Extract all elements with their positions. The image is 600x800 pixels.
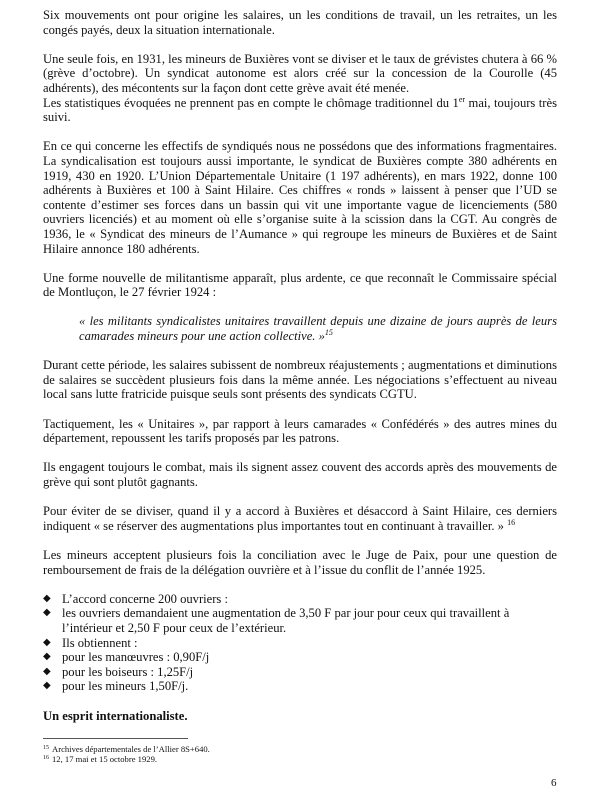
list-item xyxy=(43,592,557,607)
paragraph-saint-hilaire xyxy=(43,504,557,533)
paragraph-division-1931: Une seule fois, en 1931, les mineurs de Buxières vont se diviser et le taux de grévistes chutera à 66 % (grève d’octobre). Un syndicat autonome est alors créé sur la concession de la Courolle (45 adhérents), des mécontents sur la façon dont cette grève avait été menée. xyxy=(43,51,557,95)
footnote-text: 12, 17 mai et 15 octobre 1929. xyxy=(52,754,158,764)
list-item xyxy=(43,665,557,680)
agreement-list xyxy=(43,592,557,694)
page-number: 6 xyxy=(551,777,557,789)
paragraph-combat: Ils engagent toujours le combat, mais ils signent assez couvent des accords après des mouvements de grève qui sont plutôt gagnants. xyxy=(43,460,557,489)
footnote-15 xyxy=(43,744,210,754)
paragraph-conciliation: Les mineurs acceptent plusieurs fois la conciliation avec le Juge de Paix, pour une question de remboursement de frais de la délégation ouvrière et à l’issue du conflit de l’année 1925. xyxy=(43,547,557,577)
footnotes xyxy=(43,744,210,764)
list-item-text: pour les boiseurs : 1,25F/j xyxy=(62,664,194,679)
paragraph-statistics xyxy=(43,96,557,125)
section-heading: Un esprit internationaliste. xyxy=(43,708,188,723)
footnote-number: 16 xyxy=(43,755,49,761)
footnote-text: Archives départementales de l’Allier 8S+640. xyxy=(52,744,210,754)
footnote-16 xyxy=(43,754,210,764)
paragraph-wages: Durant cette période, les salaires subissent de nombreux réajustements ; augmentations et diminutions de salaires se succèdent plusieurs fois dans la même année. Les négociations s’effectuent au niveau local sans lutte fratricide puisque seuls sont présents des syndicats CGTU. xyxy=(43,358,557,402)
diamond-bullet-icon: ◆ xyxy=(43,607,51,619)
statistics-text-end: mai, toujours très suivi. xyxy=(43,95,557,125)
list-item-text: Ils obtiennent : xyxy=(62,635,138,650)
list-item-text: pour les manœuvres : 0,90F/j xyxy=(62,650,210,665)
diamond-bullet-icon: ◆ xyxy=(43,680,51,692)
paragraph-union-membership: En ce qui concerne les effectifs de syndiqués nous ne possédons que des informations fragmentaires. La syndicalisation est toujours aussi importante, le syndicat de Buxières compte 380 adhérents en 1919, 430 en 1920. L’Union Départementale Unitaire (1 197 adhérents), en mars 1922, donne 100 adhérents à Buxières et 100 à Saint Hilaire. Ces chiffres « ronds » laissent à penser que l’UD se contente d’estimer ses forces dans un bassin qui vit une importante vague de licenciements (580 ouvriers licenciés) et au moment où elle s’organise suite à la scission dans la CGT. Au congrès de 1936, le « Syndicat des mineurs de l’Aumance » qui regroupe les mineurs de Buxières et de Saint Hilaire annonce 180 adhérents. xyxy=(43,139,557,256)
diamond-bullet-icon: ◆ xyxy=(43,665,51,677)
saint-hilaire-text: Pour éviter de se diviser, quand il y a accord à Buxières et désaccord à Saint Hilaire, ces derniers indiquent « se réserver des augmentations plus importantes tout en continuant à travailler. » xyxy=(43,504,557,533)
quote-text: « les militants syndicalistes unitaires travaillent depuis une dizaine de jours auprès de leurs camarades mineurs pour une action collective. » xyxy=(79,314,557,344)
diamond-bullet-icon: ◆ xyxy=(43,651,51,663)
ordinal-superscript: er xyxy=(458,94,466,104)
statistics-text-start: Les statistiques évoquées ne prennent pas en compte le chômage traditionnel du 1 xyxy=(43,95,459,110)
list-item xyxy=(43,679,557,694)
list-item xyxy=(43,636,557,651)
paragraph-movements: Six mouvements ont pour origine les salaires, un les conditions de travail, un les retraites, un les congés payés, deux la situation internationale. xyxy=(43,8,557,37)
list-item xyxy=(43,650,557,665)
document-body xyxy=(43,8,557,723)
footnote-separator xyxy=(43,738,188,739)
footnote-ref-15[interactable]: 15 xyxy=(324,328,333,338)
diamond-bullet-icon: ◆ xyxy=(43,592,51,604)
block-quote xyxy=(79,314,557,343)
list-item xyxy=(43,606,557,635)
footnote-number: 15 xyxy=(43,745,49,751)
footnote-ref-16[interactable]: 16 xyxy=(507,517,516,527)
list-item-text: les ouvriers demandaient une augmentation de 3,50 F par jour pour ceux qui travaillent à l’intérieur et 2,50 F pour ceux de l’extérieur. xyxy=(62,606,510,635)
paragraph-tactics: Tactiquement, les « Unitaires », par rapport à leurs camarades « Confédérés » des autres mines du département, repoussent les tarifs proposés par les patrons. xyxy=(43,416,557,446)
diamond-bullet-icon: ◆ xyxy=(43,636,51,648)
list-item-text: L’accord concerne 200 ouvriers : xyxy=(62,591,228,606)
list-item-text: pour les mineurs 1,50F/j. xyxy=(62,679,189,694)
paragraph-militantism: Une forme nouvelle de militantisme apparaît, plus ardente, ce que reconnaît le Commissaire spécial de Montluçon, le 27 février 1924 : xyxy=(43,270,557,300)
